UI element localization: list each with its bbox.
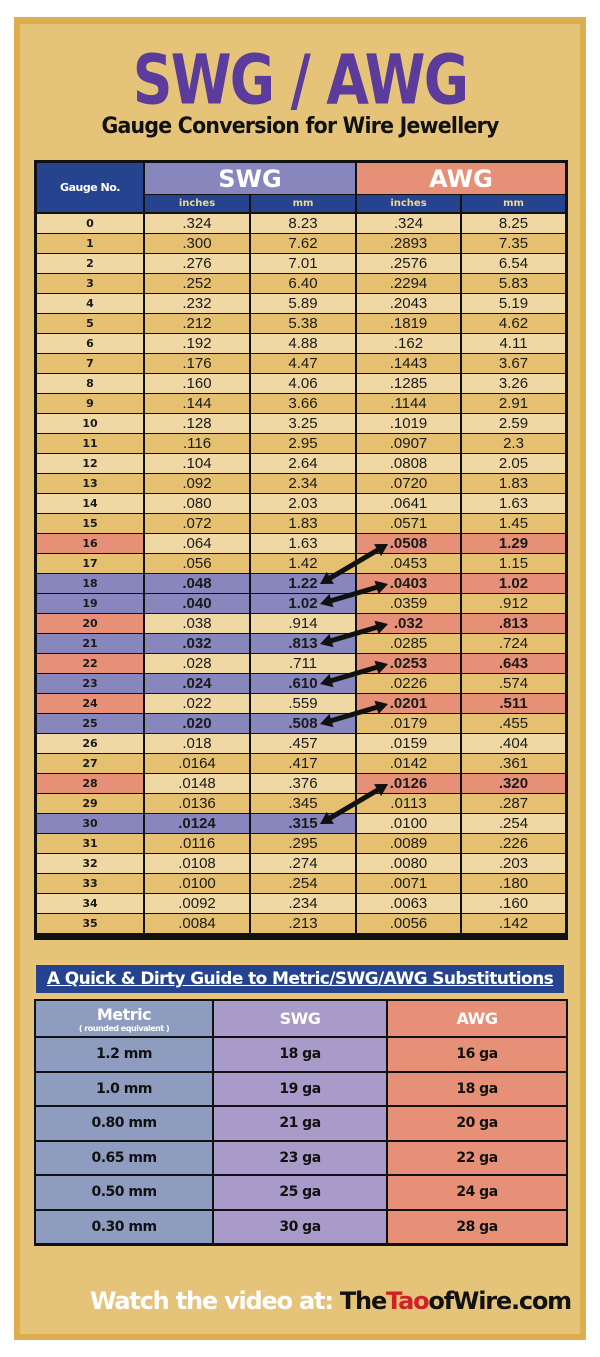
cell-swg-mm: 7.01 [251, 254, 355, 273]
cell-swg-mm: 2.95 [251, 434, 355, 453]
cell-awg-mm: 7.35 [462, 234, 565, 253]
table-row [37, 534, 565, 553]
cell-swg-inches: .252 [145, 274, 249, 293]
cell-awg-mm: 4.11 [462, 334, 565, 353]
cell-awg-mm: 1.63 [462, 494, 565, 513]
cell-awg-inches: .0571 [357, 514, 460, 533]
guide-cell-awg: 28 ga [388, 1211, 566, 1244]
cell-gauge: 16 [37, 534, 143, 553]
cell-swg-mm: .559 [251, 694, 355, 713]
table-row [37, 634, 565, 653]
cell-gauge: 10 [37, 414, 143, 433]
footer-cta [0, 1287, 571, 1315]
cell-gauge: 20 [37, 614, 143, 633]
cell-swg-inches: .232 [145, 294, 249, 313]
cell-awg-mm: 2.05 [462, 454, 565, 473]
guide-cell-swg: 21 ga [214, 1107, 386, 1140]
cell-awg-mm: .574 [462, 674, 565, 693]
cell-swg-mm: .711 [251, 654, 355, 673]
cell-awg-mm: .320 [462, 774, 565, 793]
table-row [37, 814, 565, 833]
cell-awg-mm: 3.67 [462, 354, 565, 373]
header-awg: AWG [357, 163, 565, 194]
guide-cell-awg: 24 ga [388, 1176, 566, 1209]
table-row [37, 234, 565, 253]
cell-awg-mm: 6.54 [462, 254, 565, 273]
cell-swg-mm: .417 [251, 754, 355, 773]
cell-gauge: 0 [37, 214, 143, 233]
cell-awg-inches: .1019 [357, 414, 460, 433]
table-row [37, 574, 565, 593]
cell-swg-inches: .276 [145, 254, 249, 273]
cell-swg-inches: .072 [145, 514, 249, 533]
cell-swg-inches: .212 [145, 314, 249, 333]
cell-awg-inches: .324 [357, 214, 460, 233]
cell-awg-mm: 8.25 [462, 214, 565, 233]
cell-swg-mm: .813 [251, 634, 355, 653]
cell-swg-mm: .508 [251, 714, 355, 733]
cell-swg-inches: .024 [145, 674, 249, 693]
guide-cell-awg: 16 ga [388, 1038, 566, 1071]
cell-gauge: 6 [37, 334, 143, 353]
substitution-table [34, 999, 568, 1246]
conversion-table [34, 160, 568, 940]
cell-swg-inches: .116 [145, 434, 249, 453]
cell-swg-mm: 4.47 [251, 354, 355, 373]
cell-awg-mm: 3.26 [462, 374, 565, 393]
footer-site-link[interactable] [340, 1287, 571, 1315]
cell-awg-inches: .0253 [357, 654, 460, 673]
cell-swg-mm: 1.02 [251, 594, 355, 613]
cell-swg-mm: 2.64 [251, 454, 355, 473]
table-row [37, 454, 565, 473]
cell-awg-inches: .0641 [357, 494, 460, 513]
guide-cell-swg: 18 ga [214, 1038, 386, 1071]
guide-header-metric [36, 1001, 212, 1036]
cell-swg-inches: .192 [145, 334, 249, 353]
cell-awg-mm: .160 [462, 894, 565, 913]
cell-swg-mm: 1.63 [251, 534, 355, 553]
cell-swg-inches: .018 [145, 734, 249, 753]
cell-gauge: 8 [37, 374, 143, 393]
cell-awg-inches: .0201 [357, 694, 460, 713]
cell-awg-inches: .0126 [357, 774, 460, 793]
cell-swg-mm: 2.03 [251, 494, 355, 513]
cell-awg-inches: .162 [357, 334, 460, 353]
cell-awg-inches: .0403 [357, 574, 460, 593]
cell-swg-inches: .056 [145, 554, 249, 573]
cell-awg-mm: .511 [462, 694, 565, 713]
cell-awg-inches: .1144 [357, 394, 460, 413]
cell-awg-mm: .643 [462, 654, 565, 673]
cell-gauge: 18 [37, 574, 143, 593]
cell-gauge: 31 [37, 834, 143, 853]
cell-gauge: 23 [37, 674, 143, 693]
cell-awg-inches: .0100 [357, 814, 460, 833]
guide-header-metric-note: ( rounded equivalent ) [78, 1023, 170, 1033]
header-gauge-no: Gauge No. [37, 163, 143, 212]
table-row [37, 354, 565, 373]
cell-awg-mm: .404 [462, 734, 565, 753]
cell-awg-inches: .2893 [357, 234, 460, 253]
cell-swg-mm: .914 [251, 614, 355, 633]
table-row [37, 834, 565, 853]
cell-gauge: 28 [37, 774, 143, 793]
guide-cell-awg: 20 ga [388, 1107, 566, 1140]
cell-gauge: 2 [37, 254, 143, 273]
page-title: SWG / AWG [132, 40, 468, 121]
cell-awg-inches: .0359 [357, 594, 460, 613]
cell-swg-inches: .022 [145, 694, 249, 713]
cell-awg-mm: .912 [462, 594, 565, 613]
table-row [37, 874, 565, 893]
cell-swg-inches: .0084 [145, 914, 249, 933]
table-row [37, 414, 565, 433]
guide-cell-metric: 1.0 mm [36, 1073, 212, 1106]
cell-swg-mm: .376 [251, 774, 355, 793]
table-row [37, 434, 565, 453]
table-row [37, 594, 565, 613]
table-row [37, 474, 565, 493]
cell-awg-inches: .2576 [357, 254, 460, 273]
site-part-tao: Tao [386, 1287, 429, 1315]
cell-swg-mm: .457 [251, 734, 355, 753]
table-row [37, 914, 565, 933]
cell-swg-inches: .032 [145, 634, 249, 653]
cell-gauge: 9 [37, 394, 143, 413]
cell-gauge: 26 [37, 734, 143, 753]
guide-cell-metric: 0.50 mm [36, 1176, 212, 1209]
cell-gauge: 3 [37, 274, 143, 293]
cell-awg-inches: .0089 [357, 834, 460, 853]
cell-gauge: 30 [37, 814, 143, 833]
header-awg-mm: mm [462, 195, 565, 212]
cell-swg-mm: 7.62 [251, 234, 355, 253]
guide-cell-swg: 25 ga [214, 1176, 386, 1209]
cell-awg-inches: .0720 [357, 474, 460, 493]
cell-swg-mm: .315 [251, 814, 355, 833]
cell-awg-mm: 1.45 [462, 514, 565, 533]
cell-swg-mm: .213 [251, 914, 355, 933]
cell-swg-mm: 1.42 [251, 554, 355, 573]
guide-cell-awg: 18 ga [388, 1073, 566, 1106]
cell-swg-mm: .234 [251, 894, 355, 913]
cell-swg-inches: .028 [145, 654, 249, 673]
cell-gauge: 35 [37, 914, 143, 933]
table-row [37, 314, 565, 333]
cell-gauge: 4 [37, 294, 143, 313]
cell-awg-mm: 4.62 [462, 314, 565, 333]
cell-gauge: 19 [37, 594, 143, 613]
cell-awg-mm: .724 [462, 634, 565, 653]
cell-gauge: 24 [37, 694, 143, 713]
cell-swg-inches: .300 [145, 234, 249, 253]
cell-awg-mm: .361 [462, 754, 565, 773]
cell-swg-inches: .160 [145, 374, 249, 393]
cell-awg-inches: .0056 [357, 914, 460, 933]
cell-swg-inches: .0092 [145, 894, 249, 913]
table-row [37, 794, 565, 813]
cell-awg-mm: 1.29 [462, 534, 565, 553]
guide-cell-metric: 0.30 mm [36, 1211, 212, 1244]
table-row [37, 854, 565, 873]
cell-swg-inches: .0108 [145, 854, 249, 873]
cell-awg-inches: .0063 [357, 894, 460, 913]
cell-swg-mm: 1.22 [251, 574, 355, 593]
cell-awg-inches: .0159 [357, 734, 460, 753]
guide-header-swg: SWG [214, 1001, 386, 1036]
cell-swg-mm: 2.34 [251, 474, 355, 493]
cell-awg-mm: .287 [462, 794, 565, 813]
cell-awg-mm: 2.91 [462, 394, 565, 413]
site-part-the: The [339, 1287, 387, 1315]
cell-awg-inches: .0142 [357, 754, 460, 773]
cell-awg-inches: .032 [357, 614, 460, 633]
cell-gauge: 33 [37, 874, 143, 893]
cell-swg-mm: 6.40 [251, 274, 355, 293]
cell-gauge: 7 [37, 354, 143, 373]
cell-awg-mm: 1.15 [462, 554, 565, 573]
cell-gauge: 12 [37, 454, 143, 473]
cell-awg-mm: .254 [462, 814, 565, 833]
cell-swg-mm: .345 [251, 794, 355, 813]
table-row [37, 294, 565, 313]
cell-swg-inches: .0116 [145, 834, 249, 853]
cell-gauge: 32 [37, 854, 143, 873]
cell-swg-inches: .176 [145, 354, 249, 373]
cell-gauge: 15 [37, 514, 143, 533]
cell-awg-inches: .1819 [357, 314, 460, 333]
cell-gauge: 29 [37, 794, 143, 813]
cell-swg-inches: .048 [145, 574, 249, 593]
guide-title: A Quick & Dirty Guide to Metric/SWG/AWG Substitutions [34, 963, 566, 995]
cell-swg-mm: 4.06 [251, 374, 355, 393]
cell-swg-mm: 5.89 [251, 294, 355, 313]
cell-gauge: 5 [37, 314, 143, 333]
cell-swg-inches: .0148 [145, 774, 249, 793]
table-row [37, 274, 565, 293]
cell-swg-mm: 3.25 [251, 414, 355, 433]
guide-cell-metric: 0.80 mm [36, 1107, 212, 1140]
cell-swg-inches: .0124 [145, 814, 249, 833]
cell-awg-inches: .2043 [357, 294, 460, 313]
cell-awg-inches: .0808 [357, 454, 460, 473]
cell-swg-mm: 4.88 [251, 334, 355, 353]
cell-awg-mm: .455 [462, 714, 565, 733]
cell-swg-inches: .104 [145, 454, 249, 473]
table-row [37, 754, 565, 773]
cell-gauge: 25 [37, 714, 143, 733]
cell-awg-inches: .0226 [357, 674, 460, 693]
cell-swg-inches: .324 [145, 214, 249, 233]
table-row [37, 374, 565, 393]
table-row [37, 774, 565, 793]
table-row [37, 394, 565, 413]
cell-awg-inches: .0285 [357, 634, 460, 653]
cell-swg-mm: 8.23 [251, 214, 355, 233]
cell-swg-mm: .254 [251, 874, 355, 893]
cell-swg-inches: .040 [145, 594, 249, 613]
cell-swg-inches: .128 [145, 414, 249, 433]
cell-awg-mm: .226 [462, 834, 565, 853]
header-awg-inches: inches [357, 195, 460, 212]
guide-cell-metric: 0.65 mm [36, 1142, 212, 1175]
cell-awg-mm: 5.83 [462, 274, 565, 293]
cell-gauge: 17 [37, 554, 143, 573]
cell-swg-inches: .020 [145, 714, 249, 733]
table-row [37, 654, 565, 673]
guide-cell-swg: 19 ga [214, 1073, 386, 1106]
cell-awg-inches: .0071 [357, 874, 460, 893]
table-row [37, 714, 565, 733]
header-swg-inches: inches [145, 195, 249, 212]
cell-swg-inches: .0136 [145, 794, 249, 813]
table-row [37, 674, 565, 693]
cell-gauge: 21 [37, 634, 143, 653]
page-subtitle: Gauge Conversion for Wire Jewellery [101, 114, 499, 139]
cell-gauge: 1 [37, 234, 143, 253]
cell-awg-mm: .813 [462, 614, 565, 633]
cell-awg-inches: .0453 [357, 554, 460, 573]
table-row [37, 514, 565, 533]
table-row [37, 254, 565, 273]
cell-gauge: 22 [37, 654, 143, 673]
cell-swg-inches: .0164 [145, 754, 249, 773]
cell-swg-inches: .092 [145, 474, 249, 493]
cell-awg-mm: 1.83 [462, 474, 565, 493]
cell-swg-inches: .080 [145, 494, 249, 513]
guide-header-awg: AWG [388, 1001, 566, 1036]
header-swg: SWG [145, 163, 355, 194]
guide-cell-swg: 30 ga [214, 1211, 386, 1244]
table-row [37, 554, 565, 573]
cell-awg-mm: .203 [462, 854, 565, 873]
cell-swg-inches: .0100 [145, 874, 249, 893]
cell-awg-inches: .2294 [357, 274, 460, 293]
table-row [37, 494, 565, 513]
cell-awg-mm: .142 [462, 914, 565, 933]
header-swg-mm: mm [251, 195, 355, 212]
cell-awg-inches: .1443 [357, 354, 460, 373]
cell-swg-mm: 5.38 [251, 314, 355, 333]
cell-swg-mm: .295 [251, 834, 355, 853]
cell-swg-inches: .038 [145, 614, 249, 633]
site-part-ofwire: ofWire.com [428, 1287, 571, 1315]
cell-awg-inches: .0080 [357, 854, 460, 873]
cell-awg-mm: 2.3 [462, 434, 565, 453]
cell-swg-mm: .610 [251, 674, 355, 693]
guide-header-metric-label: Metric [96, 1004, 152, 1024]
cell-awg-mm: 2.59 [462, 414, 565, 433]
cell-awg-inches: .0179 [357, 714, 460, 733]
cell-gauge: 27 [37, 754, 143, 773]
cell-swg-mm: 3.66 [251, 394, 355, 413]
cell-swg-mm: .274 [251, 854, 355, 873]
guide-cell-metric: 1.2 mm [36, 1038, 212, 1071]
table-row [37, 894, 565, 913]
footer-prefix: Watch the video at: [89, 1287, 340, 1315]
cell-awg-mm: 5.19 [462, 294, 565, 313]
table-row [37, 214, 565, 233]
cell-gauge: 13 [37, 474, 143, 493]
table-row [37, 614, 565, 633]
cell-gauge: 34 [37, 894, 143, 913]
table-row [37, 734, 565, 753]
cell-awg-inches: .0508 [357, 534, 460, 553]
table-row [37, 694, 565, 713]
cell-swg-inches: .064 [145, 534, 249, 553]
cell-awg-inches: .0113 [357, 794, 460, 813]
table-row [37, 334, 565, 353]
cell-awg-mm: 1.02 [462, 574, 565, 593]
cell-swg-mm: 1.83 [251, 514, 355, 533]
cell-gauge: 11 [37, 434, 143, 453]
guide-cell-awg: 22 ga [388, 1142, 566, 1175]
cell-gauge: 14 [37, 494, 143, 513]
cell-awg-inches: .0907 [357, 434, 460, 453]
cell-swg-inches: .144 [145, 394, 249, 413]
guide-cell-swg: 23 ga [214, 1142, 386, 1175]
cell-awg-mm: .180 [462, 874, 565, 893]
cell-awg-inches: .1285 [357, 374, 460, 393]
